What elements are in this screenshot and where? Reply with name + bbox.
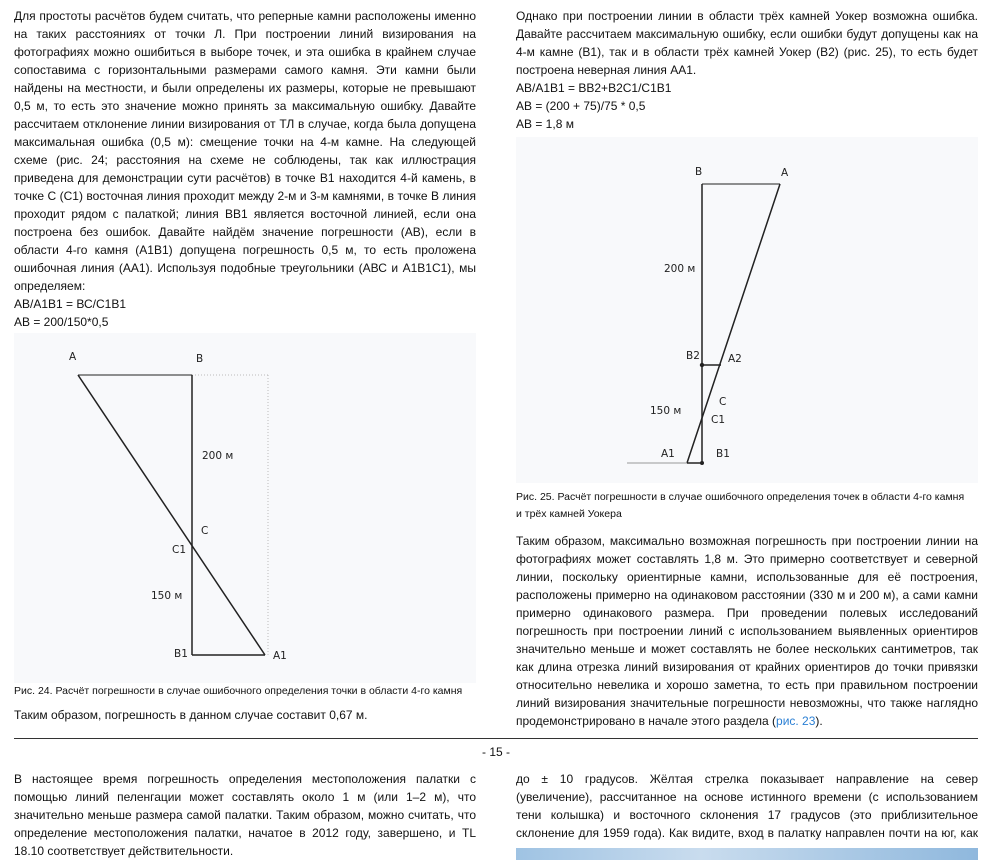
label-b1: B1 bbox=[174, 648, 188, 660]
page-number: - 15 - bbox=[481, 745, 510, 759]
label-200: 200 м bbox=[202, 450, 234, 462]
point-b1 bbox=[700, 461, 704, 465]
label-c-r: C bbox=[719, 396, 727, 408]
photo-preview bbox=[516, 848, 978, 860]
label-a1-r: A1 bbox=[661, 448, 675, 460]
label-b2: B2 bbox=[686, 350, 700, 362]
line-aa1-r bbox=[687, 184, 780, 463]
point-b2 bbox=[700, 363, 704, 367]
label-b-r: B bbox=[695, 166, 703, 178]
label-a2: A2 bbox=[728, 353, 742, 365]
label-b: B bbox=[196, 353, 204, 365]
page-divider bbox=[14, 738, 978, 739]
label-c1-r: C1 bbox=[711, 414, 726, 426]
label-b1-r: B1 bbox=[716, 448, 730, 460]
label-a: A bbox=[69, 351, 77, 363]
right-paragraph-2 bbox=[516, 532, 978, 730]
right-paragraph-2-text: Таким образом, максимально возможная погрешность при построении линии на фотографиях может составлять 1,8 м. Это примерно соответствует и северной линии, поскольку ориентирные камни, использованные для её построения, расположены примерно на одинаковом расстоянии (330 м и 200 м), а сами камни примерно одинакового размера. При проведении полевых исследований погрешность при построении линий с использованием выявленных ориентиров значительно меньше и может составлять не более нескольких сантиметров, так как длина отрезка линий визирования от крайних ориентиров до точки привязки относительно невелика и хорошо заметна, то есть при правильном построении линий визирования значительные погрешности невозможны, что также наглядно продемонстрировано в начале этого раздела ( bbox=[516, 534, 978, 728]
label-200-r: 200 м bbox=[664, 263, 696, 275]
right-paragraph: Однако при построении линии в области трёх камней Уокер возможна ошибка. Давайте рассчитаем максимальную ошибку, если ошибки будут допущены как на 4-м камне (В1), так и в области трёх камней Уокер (В2) (рис. 25), то есть будет построена неверная линия АА1. bbox=[516, 9, 978, 77]
formula-r1: АВ/А1В1 = ВВ2+В2С1/С1В1 bbox=[516, 81, 672, 95]
formula-r3: АВ = 1,8 м bbox=[516, 117, 574, 131]
formula-r2: АВ = (200 + 75)/75 * 0,5 bbox=[516, 99, 646, 113]
figure-24 bbox=[0, 0, 500, 700]
label-a-r: A bbox=[781, 167, 789, 179]
label-c1: C1 bbox=[172, 544, 187, 556]
label-a1: A1 bbox=[273, 650, 287, 662]
line-aa1 bbox=[78, 375, 265, 655]
left-paragraph: Для простоты расчётов будем считать, что реперные камни расположены именно на таких расстояниях от точки Л. При построении линий визирования на фотографиях можно ошибиться в выборе точек, и эта ошибка в крайнем случае сопоставима с горизонтальными размерами самого камня. Эти камни были найдены на местности, и были определены их размеры, которые не превышают 0,5 м, то есть это значение можно принять за максимальную ошибку. Давайте рассчитаем отклонение линии визирования от ТЛ в случае, когда была допущена максимальная ошибка (0,5 м): смещение точки на 4-м камне. На следующей схеме (рис. 24; расстояния на схеме не соблюдены, так как иллюстрация приведена для демонстрации сути расчётов) в точке В1 находится 4-й камень, в точке С (С1) восточная линия проходит между 2-м и 3-м камнями, в точке В линия проходит рядом с палаткой; линия ВВ1 является восточной линией, если она построена без ошибок. Давайте найдём значение погрешности (АВ), если в области 4-го камня (А1В1) допущена погрешность 0,5 м, то есть проложена ошибочная линия (АА1). Используя подобные треугольники (АВС и А1В1С1), мы определяем: bbox=[14, 9, 476, 293]
formula-1: АВ/А1В1 = ВС/С1В1 bbox=[14, 297, 126, 311]
left-conclusion: Таким образом, погрешность в данном случае составит 0,67 м. bbox=[14, 708, 368, 722]
figure-25 bbox=[500, 0, 992, 500]
formula-2: АВ = 200/150*0,5 bbox=[14, 315, 109, 329]
label-150: 150 м bbox=[151, 590, 183, 602]
figure-25-caption-2: и трёх камней Уокера bbox=[516, 508, 622, 520]
label-c: C bbox=[201, 525, 209, 537]
figure-23-link[interactable]: рис. 23 bbox=[776, 714, 816, 728]
next-page-left-paragraph: В настоящее время погрешность определения местоположения палатки с помощью линий пеленгации может составлять около 1 м (или 1–2 м), что значительно меньше размера самой палатки. Таким образом, можно считать, что определение местоположения палатки, начатое в 2012 году, завершено, и TL 18.10 соответствует действительности. bbox=[14, 772, 476, 858]
figure-24-caption: Рис. 24. Расчёт погрешности в случае ошибочного определения точки в области 4-го камня bbox=[14, 685, 463, 697]
figure-25-caption-1: Рис. 25. Расчёт погрешности в случае ошибочного определения точек в области 4-го камня bbox=[516, 491, 965, 503]
right-paragraph-2-end: ). bbox=[815, 714, 823, 728]
label-150-r: 150 м bbox=[650, 405, 682, 417]
next-page-right-paragraph: до ± 10 градусов. Жёлтая стрелка показывает направление на север (увеличение), рассчитанное на основе истинного времени (с использованием тени колышка) и восточного склонения 17 градусов (это приблизительное склонение для 1959 года). Как видите, вход в палатку направлен почти на юг, как bbox=[516, 772, 978, 840]
